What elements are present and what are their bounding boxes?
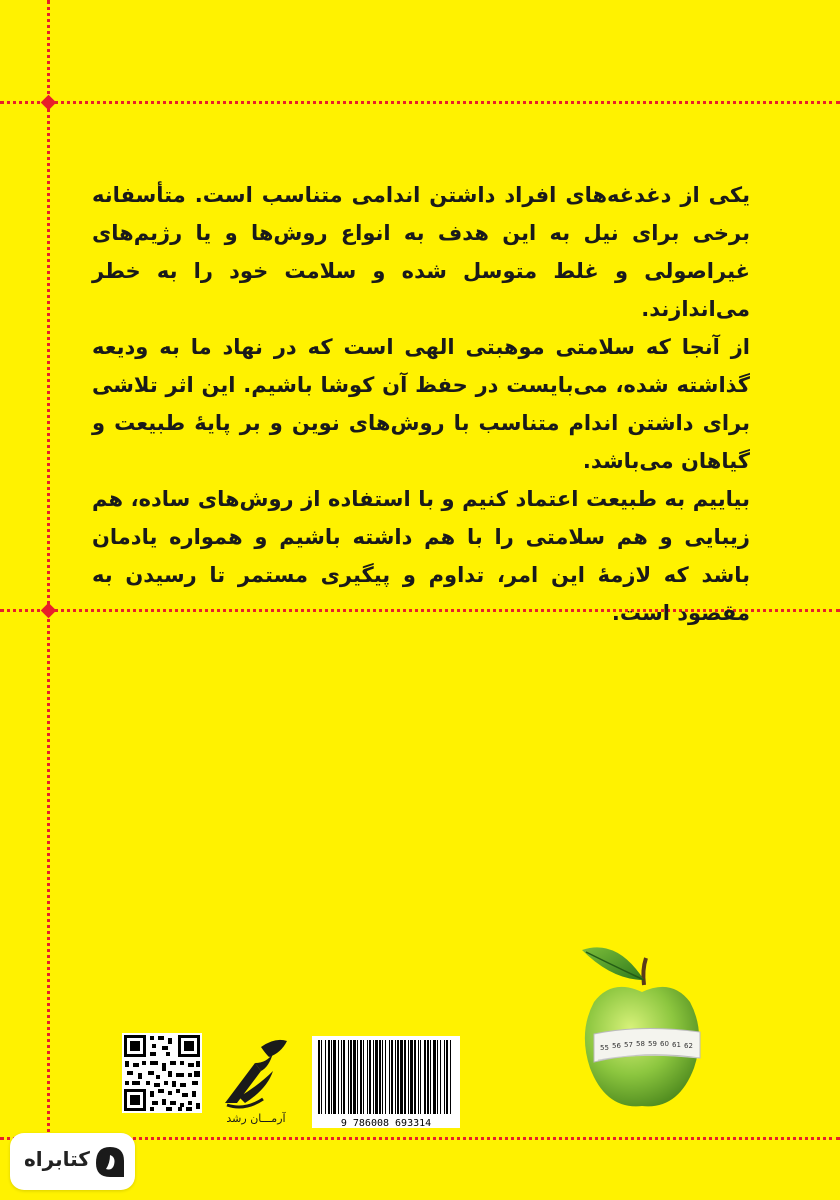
tape-number: 59	[648, 1040, 657, 1048]
ketabrah-watermark	[10, 1133, 135, 1190]
blurb-paragraph-1: یکی از دغدغه‌های افراد داشتن اندامی متناسب است. متأسفانه برخی برای نیل به این هدف به انواع روش‌ها و یا رژیم‌های غیراصولی و غلط متوسل شده و سلامت خود را به خطر می‌اندازند.	[92, 183, 750, 321]
blurb-paragraph-2: از آنجا که سلامتی موهبتی الهی است که در نهاد ما به ودیعه گذاشته شده، می‌بایست در حفظ آن کوشا باشیم. این اثر تلاشی برای داشتن اندام متناسب با روش‌های نوین و بر پایهٔ طبیعت و گیاهان می‌باشد.	[92, 335, 750, 473]
tape-number: 56	[612, 1042, 621, 1050]
isbn-number: 9 786008 693314	[340, 1118, 432, 1129]
tape-number: 62	[684, 1042, 693, 1050]
tape-number: 57	[624, 1041, 633, 1049]
isbn-barcode	[312, 1036, 460, 1128]
publisher-logo	[215, 1033, 297, 1118]
dotted-line-vertical	[47, 0, 50, 1140]
blurb-paragraph-3: بیاییم به طبیعت اعتماد کنیم و با استفاده از روش‌های ساده، هم زیبایی و هم سلامتی را با هم داشته باشیم و همواره یادمان باشد که لازمهٔ این امر، تداوم و پیگیری مستمر تا رسیدن به مقصود است.	[92, 487, 750, 625]
diamond-marker-middle	[41, 603, 57, 619]
watermark-label: کتابراه	[24, 1147, 90, 1171]
ketabrah-logo-icon	[94, 1145, 126, 1179]
tape-number: 60	[660, 1040, 669, 1048]
dotted-line-top	[0, 101, 840, 104]
qr-code	[122, 1033, 202, 1113]
tape-number: 55	[600, 1044, 609, 1052]
publisher-name: آرمـــان رشد	[226, 1112, 286, 1125]
blurb-text	[92, 176, 750, 632]
tape-number: 61	[672, 1041, 681, 1049]
diamond-marker-top	[41, 95, 57, 111]
apple-with-measuring-tape-image	[572, 940, 712, 1115]
tape-number: 58	[636, 1040, 645, 1048]
